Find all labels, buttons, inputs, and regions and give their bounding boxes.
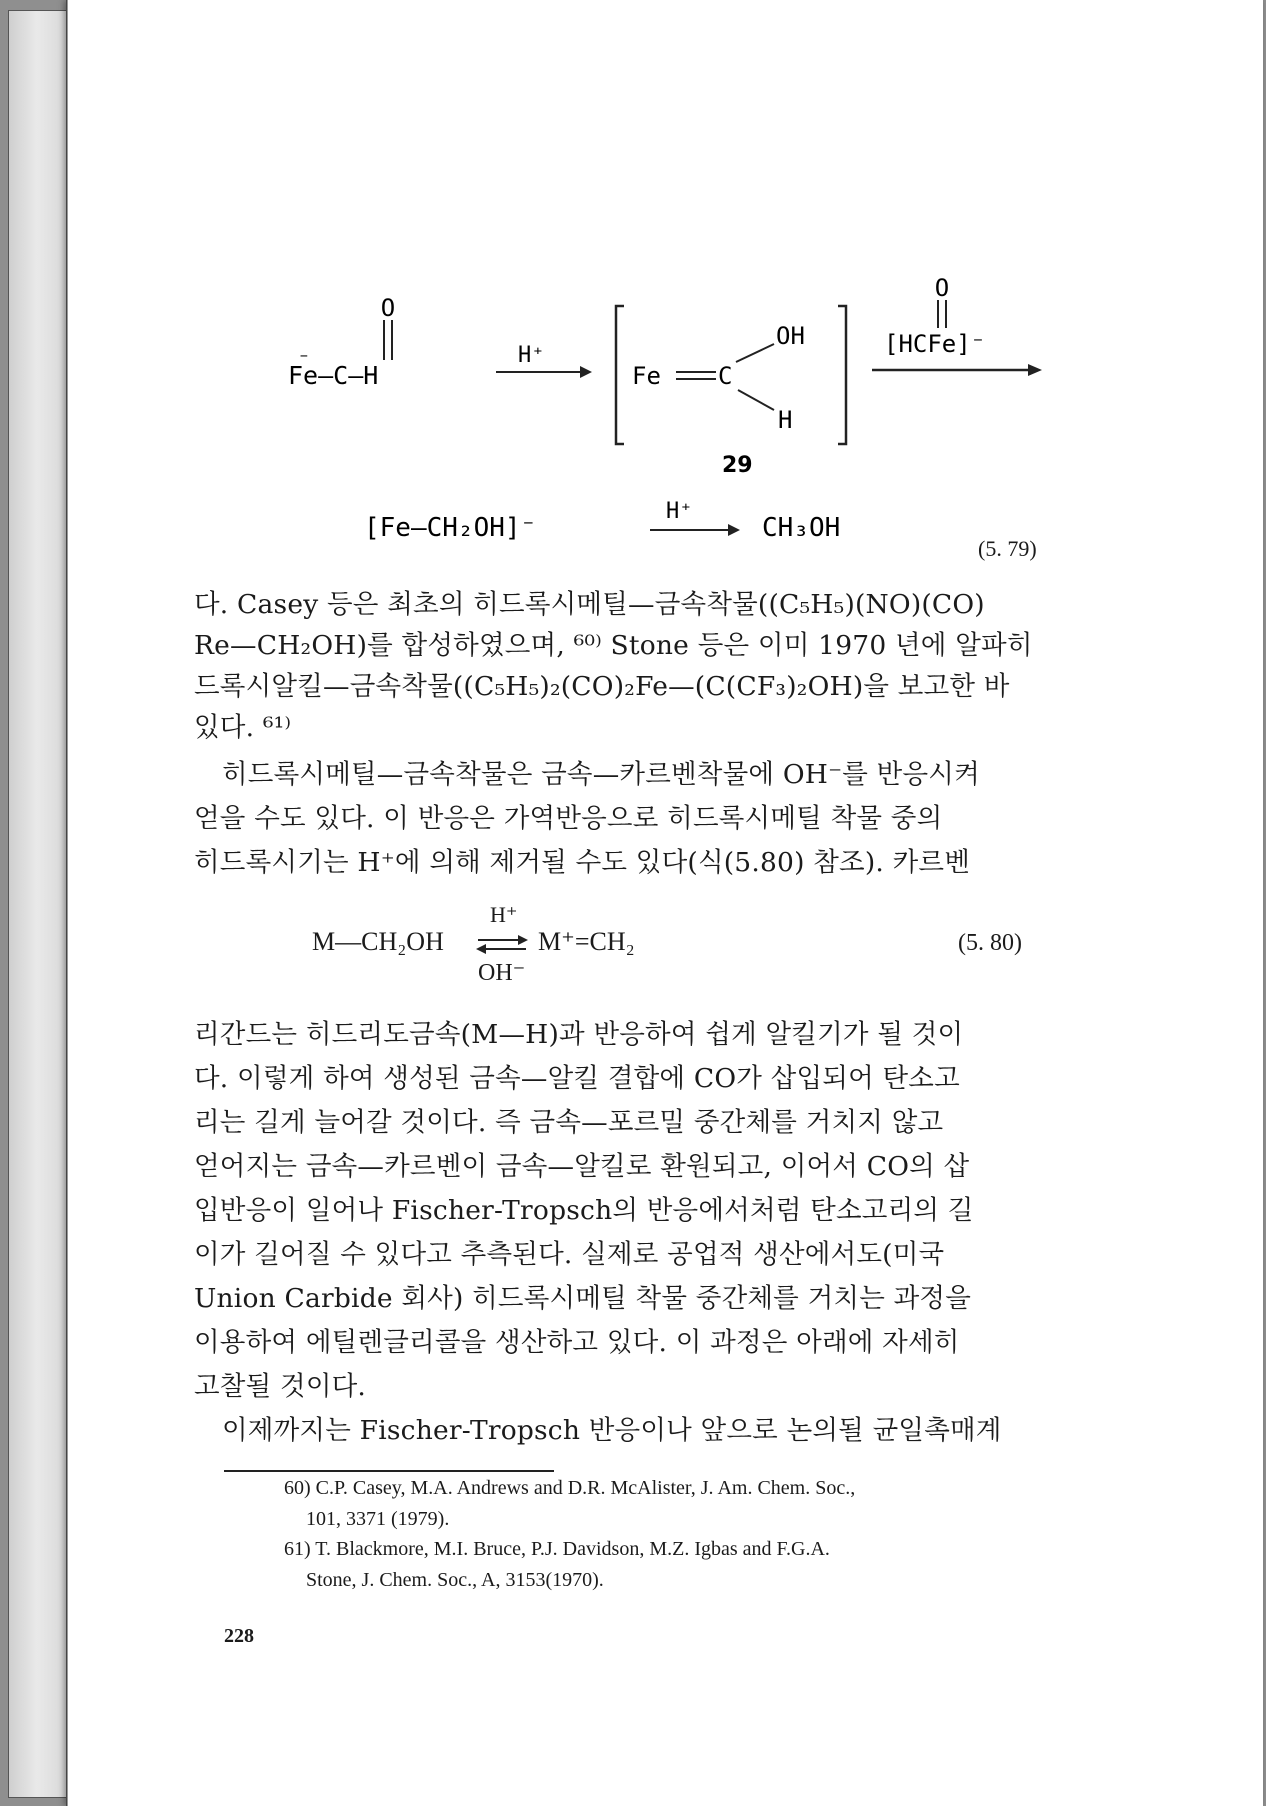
footnote-61: 61) T. Blackmore, M.I. Bruce, P.J. Davidson, M.Z. Igbas and F.G.A. — [284, 1538, 830, 1560]
equilibrium-arrows — [474, 932, 530, 956]
intermediate-h: H — [778, 406, 793, 434]
fe-charge: − — [300, 349, 308, 364]
body-text-line: 다. Casey 등은 최초의 히드록시메틸—금속착물((C₅H₅)(NO)(CO) — [194, 589, 985, 620]
product-right: CH₃OH — [762, 513, 841, 543]
page-number: 228 — [224, 1625, 254, 1647]
footnote-60: 60) C.P. Casey, M.A. Andrews and D.R. McAlister, J. Am. Chem. Soc., — [284, 1477, 856, 1499]
equation-number-5-80: (5. 80) — [958, 930, 1022, 956]
product-left: [Fe—CH₂OH]⁻ — [364, 513, 537, 543]
body-text-line: 있다. ⁶¹⁾ — [194, 712, 292, 743]
body-text-line: 얻을 수도 있다. 이 반응은 가역반응으로 히드록시메틸 착물 중의 — [194, 803, 943, 834]
c-h-bond — [738, 390, 774, 410]
body-text-line: 리는 길게 늘어갈 것이다. 즉 금속—포르밀 중간체를 거치지 않고 — [194, 1107, 944, 1138]
body-text-line: 드록시알킬—금속착물((C₅H₅)₂(CO)₂Fe—(C(CF₃)₂OH)을 보고한 바 — [194, 671, 1010, 702]
body-text-line: 이제까지는 Fischer-Tropsch 반응이나 앞으로 논의될 균일촉매계 — [222, 1415, 1002, 1446]
arrow-head — [728, 524, 740, 536]
footnote-61-continued: Stone, J. Chem. Soc., A, 3153(1970). — [306, 1569, 604, 1591]
footnote-60-continued: 101, 3371 (1979). — [306, 1508, 450, 1530]
equation-left: M—CH₂OH — [312, 927, 444, 956]
body-text-line: 히드록시메틸—금속착물은 금속—카르벤착물에 OH⁻를 반응시켜 — [222, 759, 980, 790]
body-text-line: Union Carbide 회사) 히드록시메틸 착물 중간체를 거치는 과정을 — [194, 1283, 972, 1314]
equation-top: H⁺ — [490, 902, 518, 927]
left-bracket — [616, 306, 624, 444]
footnote-rule — [224, 1470, 554, 1472]
arrow2-oxygen: O — [934, 274, 950, 302]
body-text-line: Re—CH₂OH)를 합성하였으며, ⁶⁰⁾ Stone 등은 이미 1970 년에 알파히 — [194, 630, 1033, 661]
body-text-line: 다. 이렇게 하여 생성된 금속—알킬 결합에 CO가 삽입되어 탄소고 — [194, 1063, 960, 1094]
intermediate-fe: Fe — [632, 362, 661, 390]
body-text-line: 입반응이 일어나 Fischer-Tropsch의 반응에서처럼 탄소고리의 길 — [194, 1195, 974, 1226]
arrow-head — [1028, 364, 1042, 376]
right-bracket — [838, 306, 846, 444]
arrow-head — [580, 366, 592, 378]
arrow1-label: H⁺ — [518, 343, 545, 368]
reactant-oxygen: O — [380, 294, 396, 322]
c-oh-bond — [736, 344, 774, 362]
body-text-line: 리간드는 히드리도금속(M—H)과 반응하여 쉽게 알킬기가 될 것이 — [194, 1019, 964, 1050]
intermediate-carbon: C — [718, 362, 733, 390]
equation-number-5-79: (5. 79) — [978, 536, 1037, 561]
compound-number: 29 — [722, 453, 753, 478]
intermediate-oh: OH — [776, 322, 805, 350]
arrow2-label: [HCFe]⁻ — [884, 330, 986, 358]
equation-right: M⁺=CH₂ — [538, 927, 635, 956]
reactant-formula: Fe—C—H — [288, 361, 379, 390]
equation-bottom: OH⁻ — [478, 960, 526, 986]
reaction-scheme-5-79 — [0, 0, 1266, 560]
body-text-line: 이용하여 에틸렌글리콜을 생산하고 있다. 이 과정은 아래에 자세히 — [194, 1327, 960, 1358]
body-text-line: 이가 길어질 수 있다고 추측된다. 실제로 공업적 생산에서도(미국 — [194, 1239, 945, 1270]
body-text-line: 얻어지는 금속—카르벤이 금속—알킬로 환원되고, 이어서 CO의 삽 — [194, 1151, 970, 1182]
body-text-line: 고찰될 것이다. — [194, 1371, 367, 1402]
body-text-line: 히드록시기는 H⁺에 의해 제거될 수도 있다(식(5.80) 참조). 카르벤 — [194, 847, 971, 878]
arrow3-label: H⁺ — [666, 499, 693, 524]
